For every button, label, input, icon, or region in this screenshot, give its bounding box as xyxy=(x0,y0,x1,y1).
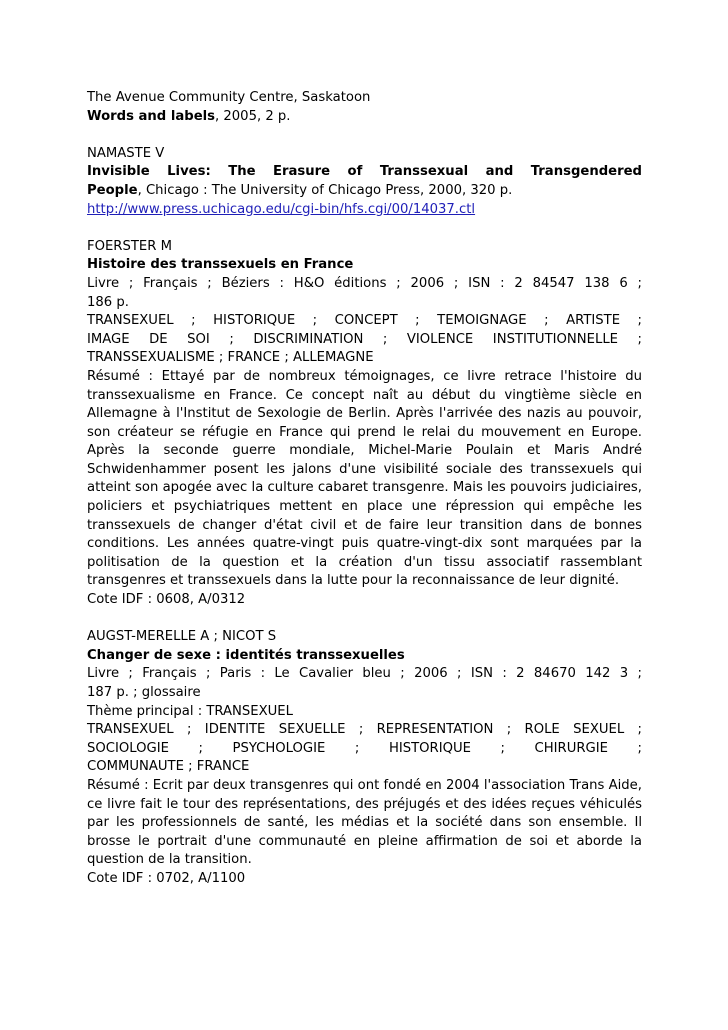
bibliography-entry xyxy=(87,145,642,219)
entry-title: Words and labels xyxy=(87,108,216,124)
entry-keywords: TRANSSEXUALISME ; FRANCE ; ALLEMAGNE xyxy=(87,350,374,366)
entry-title-line xyxy=(87,182,642,201)
entry-organization: The Avenue Community Centre, Saskatoon xyxy=(87,90,371,105)
entry-keywords: TRANSEXUEL ; HISTORIQUE ; CONCEPT ; TEMOIGNAGE ; ARTISTE ; xyxy=(87,313,642,329)
entry-theme: Thème principal : TRANSEXUEL xyxy=(87,703,293,719)
document-page xyxy=(87,89,642,907)
bibliography-entry xyxy=(87,628,642,888)
entry-author: NAMASTE V xyxy=(87,145,165,161)
entry-title-line xyxy=(87,108,642,127)
bibliography-entry xyxy=(87,238,642,610)
entry-author: FOERSTER M xyxy=(87,238,172,254)
entry-keywords: TRANSEXUEL ; IDENTITE SEXUELLE ; REPRESENTATION ; ROLE SEXUEL ; xyxy=(87,722,642,738)
entry-title: Invisible Lives: The Erasure of Transsexual and Transgendered xyxy=(87,164,642,180)
entry-pages: 187 p. ; glossaire xyxy=(87,685,201,700)
bibliography-entry xyxy=(87,89,642,126)
entry-publication: , Chicago : The University of Chicago Press, 2000, 320 p. xyxy=(137,182,513,198)
entry-url-link[interactable]: http://www.press.uchicago.edu/cgi-bin/hfs.cgi/00/14037.ctl xyxy=(87,201,476,217)
entry-keywords: COMMUNAUTE ; FRANCE xyxy=(87,759,250,775)
entry-pages: 186 p. xyxy=(87,294,129,310)
entry-publication: Livre ; Français ; Béziers : H&O éditions ; 2006 ; ISN : 2 84547 138 6 ; xyxy=(87,275,642,291)
entry-publication: , 2005, 2 p. xyxy=(215,108,291,124)
entry-title-end: People xyxy=(87,182,138,198)
entry-keywords: IMAGE DE SOI ; DISCRIMINATION ; VIOLENCE INSTITUTIONNELLE ; xyxy=(87,331,642,347)
entry-author: AUGST-MERELLE A ; NICOT S xyxy=(87,629,277,645)
entry-cote: Cote IDF : 0608, A/0312 xyxy=(87,592,246,608)
entry-cote: Cote IDF : 0702, A/1100 xyxy=(87,870,246,886)
entry-title: Changer de sexe : identités transsexuelles xyxy=(87,647,405,663)
entry-summary: Résumé : Ettayé par de nombreux témoignages, ce livre retrace l'histoire du transsexualisme en France. Ce concept naît au début du vingtième siècle en Allemagne à l'Institut de Sexologie de Berlin. Après l'arrivée des nazis au pouvoir, son créateur se réfugie en France qui prend le relai du mouvement en Europe. Après la seconde guerre mondiale, Michel-Marie Poulain et Maris André Schwidenhammer posent les jalons d'une visibilité sociale des transsexuels qui atteint son apogée avec la culture cabaret transgenre. Mais les pouvoirs judiciaires, policiers et psychiatriques mettent en place une répression qui empêche les transsexuels de changer d'état civil et de faire leur transition dans de bonnes conditions. Les années quatre-vingt puis quatre-vingt-dix sont marquées par la politisation de la question et la création d'un tissu associatif rassemblant transgenres et transsexuels dans la lutte pour la reconnaissance de leur dignité. xyxy=(87,368,642,589)
entry-keywords: SOCIOLOGIE ; PSYCHOLOGIE ; HISTORIQUE ; CHIRURGIE ; xyxy=(87,740,642,756)
entry-publication: Livre ; Français ; Paris : Le Cavalier bleu ; 2006 ; ISN : 2 84670 142 3 ; xyxy=(87,666,642,682)
entry-title: Histoire des transsexuels en France xyxy=(87,257,354,273)
entry-summary: Résumé : Ecrit par deux transgenres qui ont fondé en 2004 l'association Trans Aide, ce livre fait le tour des représentations, des préjugés et des idées reçues véhiculés par les professionnels de santé, les médias et la société dans son ensemble. Il brosse le portrait d'une communauté en pleine affirmation de soi et aborde la question de la transition. xyxy=(87,777,642,868)
